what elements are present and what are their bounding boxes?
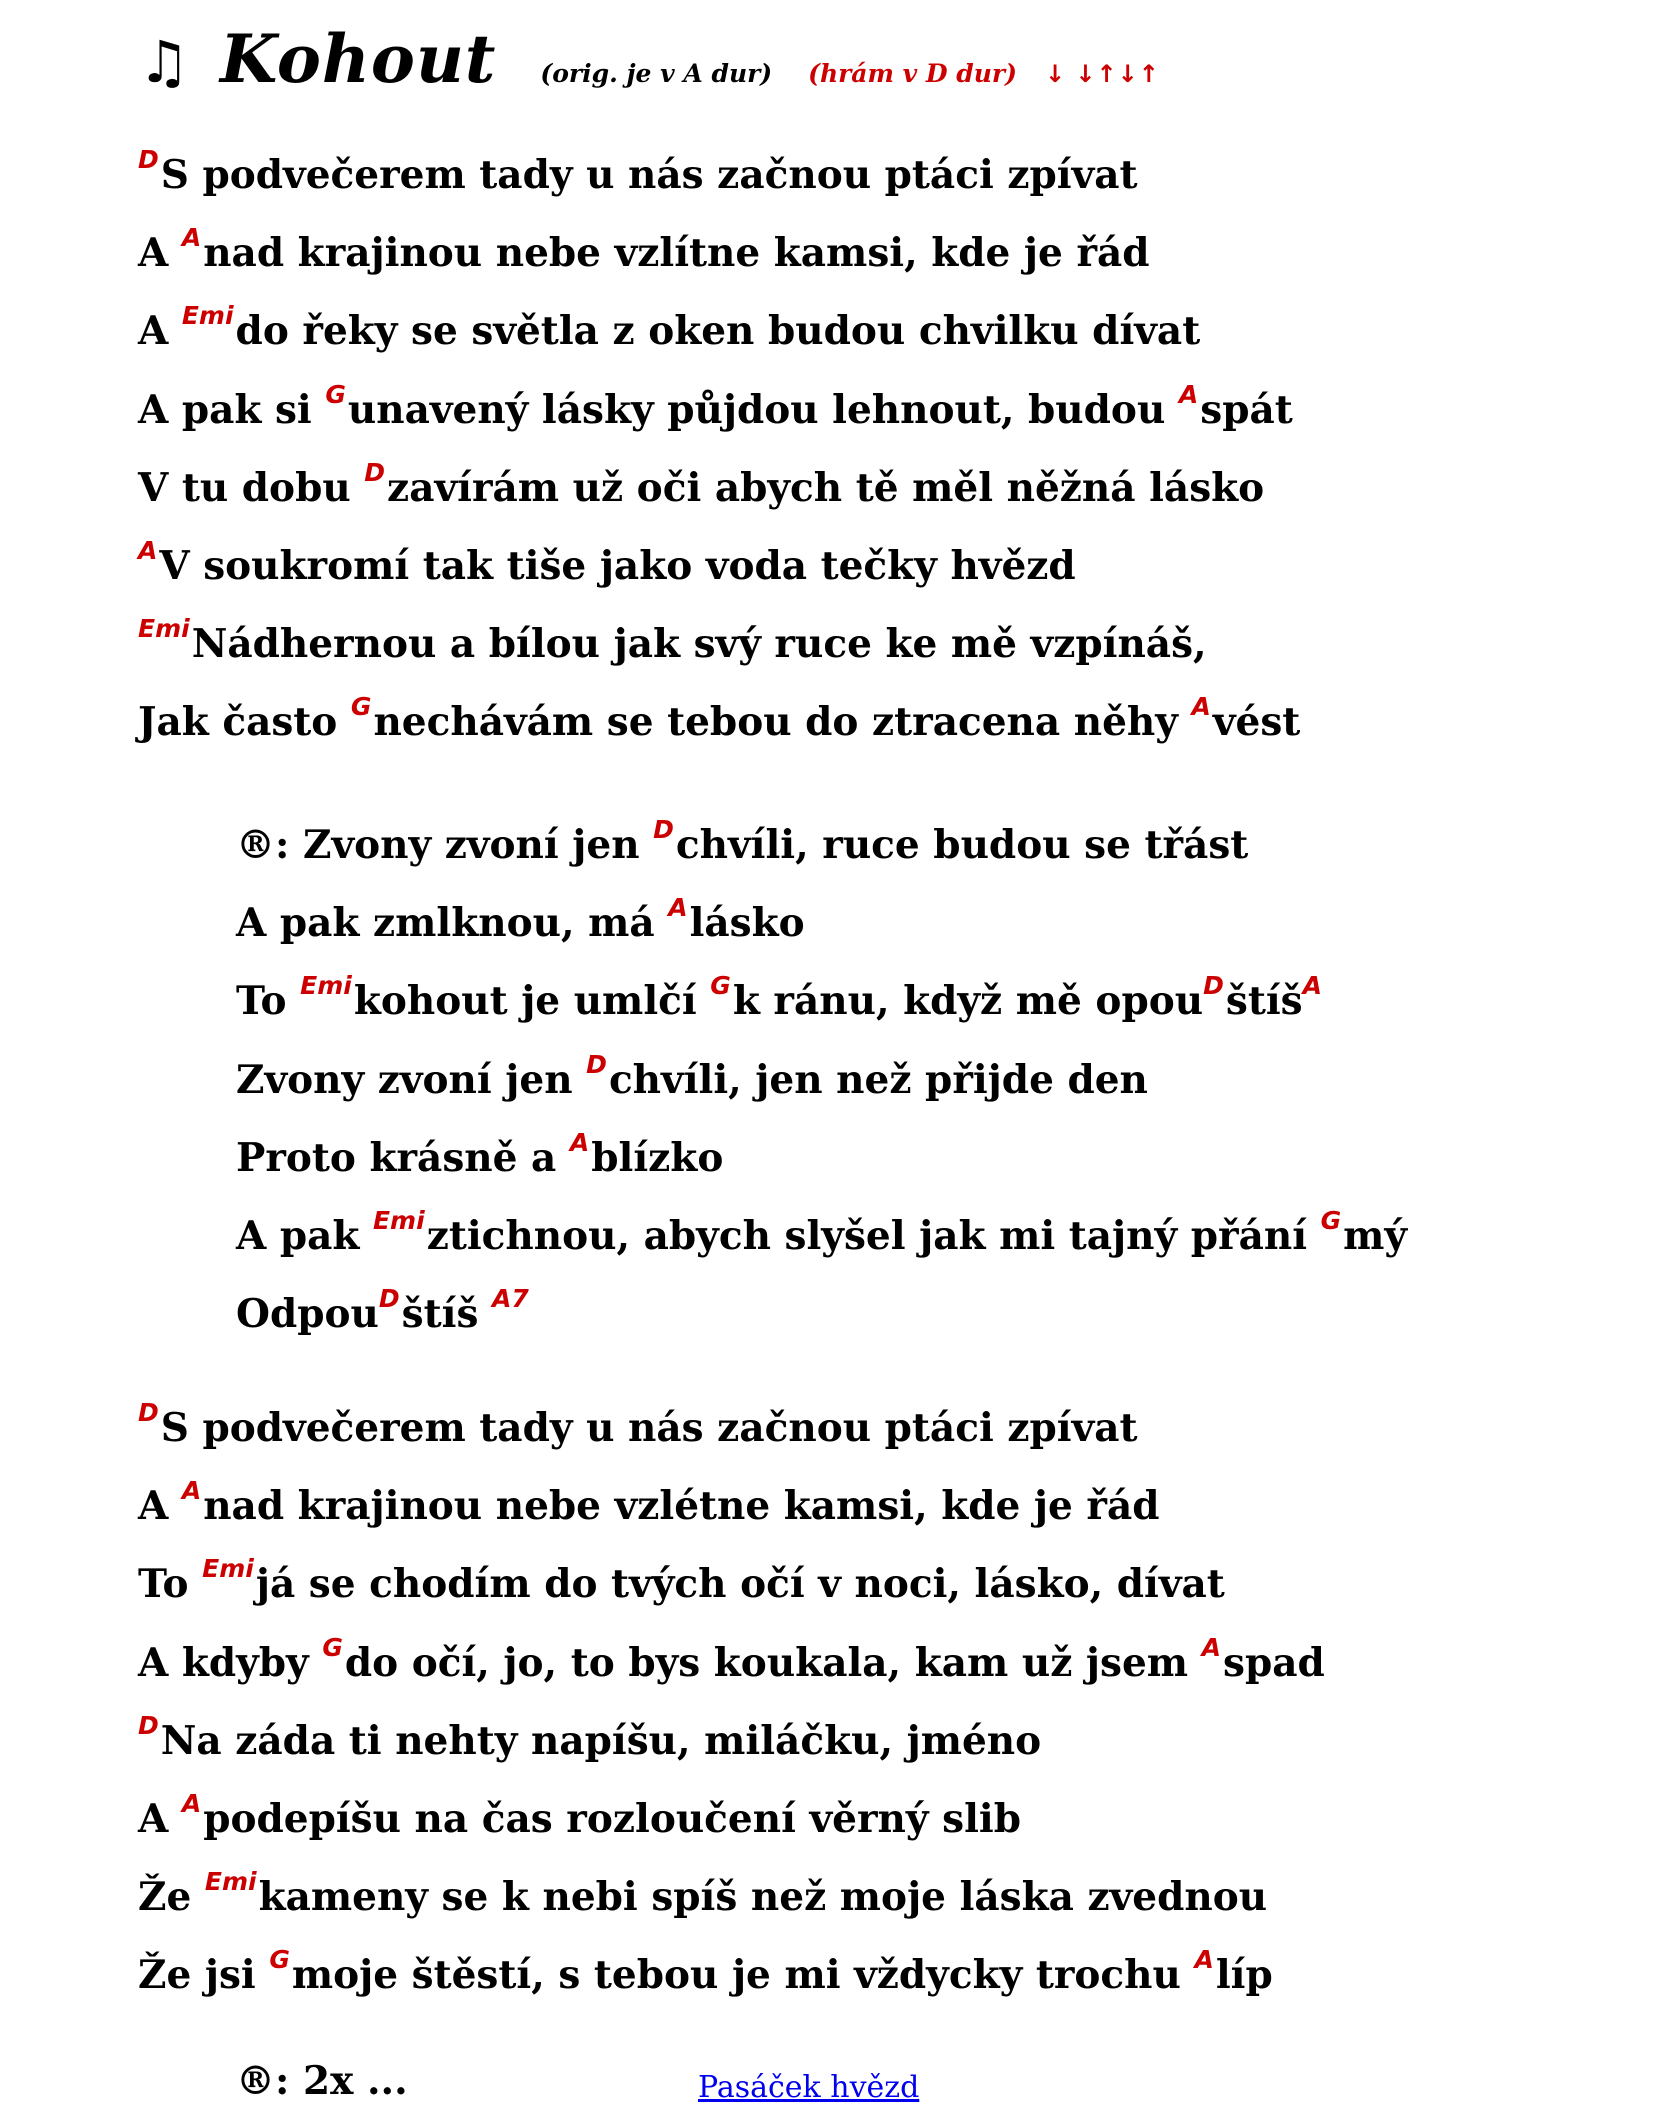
chord-label: G: [1320, 1206, 1342, 1235]
chord-label: A: [1191, 692, 1211, 722]
lyric-text: Zvony zvoní jen: [236, 1056, 587, 1103]
chord-label: A: [668, 893, 688, 923]
chord-label: Emi: [202, 1554, 254, 1584]
verse2-line: [138, 1945, 1273, 2005]
lyric-text: chvíli, ruce budou se třást: [675, 822, 1249, 868]
lyric-text: To: [138, 1561, 203, 1608]
lyric-text: líp: [1215, 1952, 1273, 1999]
lyric-text: chvíli, jen než přijde den: [608, 1056, 1148, 1103]
lyric-text: A: [138, 1483, 182, 1530]
verse1-line: [138, 301, 1201, 361]
chorus-line: [236, 1049, 1148, 1110]
verse1-line: [138, 614, 1207, 674]
chorus-repeat-marker: ®: 2x ...: [236, 2058, 408, 2104]
lyric-text: A: [138, 1796, 182, 1842]
lyric-text: Že jsi: [138, 1952, 270, 1999]
chorus-line: [236, 971, 1324, 1031]
verse2-line: [138, 1554, 1225, 1614]
chord-label: A: [181, 223, 202, 253]
verse2-line: [138, 1476, 1160, 1536]
chorus-line: [236, 815, 1249, 875]
chorus-line: [236, 893, 805, 953]
lyric-text: nad krajinou nebe vzlétne kamsi, kde je řád: [203, 1483, 1160, 1530]
lyric-text: nechávám se tebou do ztracena něhy: [373, 699, 1192, 746]
chord-label: A: [1194, 1945, 1214, 1975]
lyric-text: S podvečerem tady u nás začnou ptáci zpívat: [160, 1405, 1138, 1451]
chord-label: A: [181, 1789, 202, 1818]
song-header: [138, 20, 1160, 110]
lyric-text: moje štěstí, s tebou je mi vždycky trochu: [291, 1952, 1195, 1999]
chord-label: G: [325, 379, 346, 409]
chord-label: D: [138, 145, 159, 174]
verse1-line: [138, 379, 1293, 440]
lyric-text: do očí, jo, to bys koukala, kam už jsem: [344, 1639, 1202, 1686]
lyric-text: k ránu, když mě opou: [732, 978, 1204, 1025]
chord-label: A: [181, 1476, 202, 1506]
lyric-text: ztichnou, abych slyšel jak mi tajný přání: [426, 1213, 1321, 1259]
lyric-text: V tu dobu: [138, 464, 365, 511]
chord-label: A: [569, 1127, 590, 1157]
lyric-text: To: [236, 978, 301, 1025]
chord-label: Emi: [181, 301, 234, 331]
verse1-line: [138, 457, 1265, 518]
verse1-line: [138, 692, 1301, 752]
chord-label: D: [364, 457, 386, 487]
chord-label: D: [586, 1049, 607, 1079]
chord-label: A: [1302, 971, 1322, 1001]
verse1-line: [138, 223, 1150, 283]
verse2-line: [138, 1789, 1021, 1849]
lyric-text: A pak: [236, 1213, 373, 1259]
chord-label: D: [1203, 971, 1224, 1001]
lyric-text: zavírám už oči abych tě měl něžná lásko: [387, 464, 1265, 511]
lyric-text: Na záda ti nehty napíšu, miláčku, jméno: [160, 1717, 1042, 1764]
original-key-note: (orig. je v A dur): [540, 59, 773, 88]
lyric-text: podepíšu na čas rozloučení věrný slib: [203, 1796, 1021, 1842]
lyric-text: A kdyby: [138, 1639, 323, 1686]
chord-label: Emi: [204, 1867, 257, 1897]
lyric-text: lásko: [689, 900, 805, 947]
lyric-text: S podvečerem tady u nás začnou ptáci zpívat: [160, 152, 1138, 198]
chorus-line: [236, 1284, 531, 1344]
lyric-text: A pak si: [138, 386, 326, 433]
verse2-line: [138, 1867, 1268, 1927]
chorus-line: [236, 1206, 1408, 1266]
album-link-pasacek-hvezd[interactable]: Pasáček hvězd: [698, 2070, 920, 2105]
played-key-note: (hrám v D dur): [808, 59, 1017, 88]
verse2-line: [138, 1632, 1325, 1693]
chord-label: G: [710, 971, 731, 1001]
chord-label: A: [138, 536, 158, 565]
lyric-text: kameny se k nebi spíš než moje láska zvednou: [258, 1874, 1268, 1921]
chorus-line: [236, 1127, 724, 1188]
lyric-text: já se chodím do tvých očí v noci, lásko, dívat: [255, 1561, 1225, 1608]
music-note-icon: ♫: [138, 28, 190, 96]
chord-label: A: [1201, 1632, 1222, 1662]
lyric-text: štíš: [401, 1291, 492, 1338]
verse2-line: [138, 1710, 1042, 1771]
verse1-line: [138, 145, 1138, 205]
lyric-text: nad krajinou nebe vzlítne kamsi, kde je řád: [203, 230, 1150, 277]
song-title: Kohout: [220, 20, 497, 98]
lyric-text: V soukromí tak tiše jako voda tečky hvězd: [159, 543, 1076, 589]
lyric-text: blízko: [591, 1134, 724, 1181]
lyric-text: mý: [1343, 1213, 1408, 1259]
lyric-text: unavený lásky půjdou lehnout, budou: [347, 386, 1179, 433]
lyric-text: kohout je umlčí: [353, 978, 711, 1025]
chord-label: G: [322, 1632, 343, 1662]
lyric-text: štíš: [1225, 978, 1303, 1025]
verse1-line: [138, 536, 1076, 596]
lyric-text: Proto krásně a: [236, 1134, 570, 1181]
chord-label: D: [378, 1284, 400, 1314]
lyric-text: Že: [138, 1874, 205, 1921]
strum-pattern-arrows: ↓ ↓↑↓↑: [1044, 60, 1160, 88]
lyric-text: vést: [1212, 699, 1301, 746]
lyric-text: ®: Zvony zvoní jen: [236, 822, 654, 868]
chord-label: Emi: [372, 1206, 425, 1235]
lyric-text: spát: [1200, 386, 1293, 433]
verse2-line: [138, 1398, 1138, 1458]
chord-label: A: [1178, 379, 1199, 409]
chord-label: D: [138, 1398, 159, 1427]
chord-label: D: [653, 815, 674, 844]
chord-label: D: [138, 1710, 159, 1740]
chord-label: G: [269, 1945, 290, 1975]
chord-label: Emi: [138, 614, 190, 644]
lyric-text: Odpou: [236, 1291, 379, 1338]
lyric-text: A: [138, 230, 182, 277]
lyric-text: A pak zmlknou, má: [236, 900, 669, 947]
chord-label: Emi: [300, 971, 352, 1001]
chord-label: G: [350, 692, 372, 722]
lyric-text: Nádhernou a bílou jak svý ruce ke mě vzpínáš,: [191, 621, 1207, 668]
lyric-text: A: [138, 308, 182, 355]
lyric-text: do řeky se světla z oken budou chvilku dívat: [235, 308, 1201, 355]
chord-label: A7: [491, 1284, 529, 1314]
lyric-text: Jak často: [138, 699, 351, 746]
lyric-text: spad: [1223, 1639, 1325, 1686]
